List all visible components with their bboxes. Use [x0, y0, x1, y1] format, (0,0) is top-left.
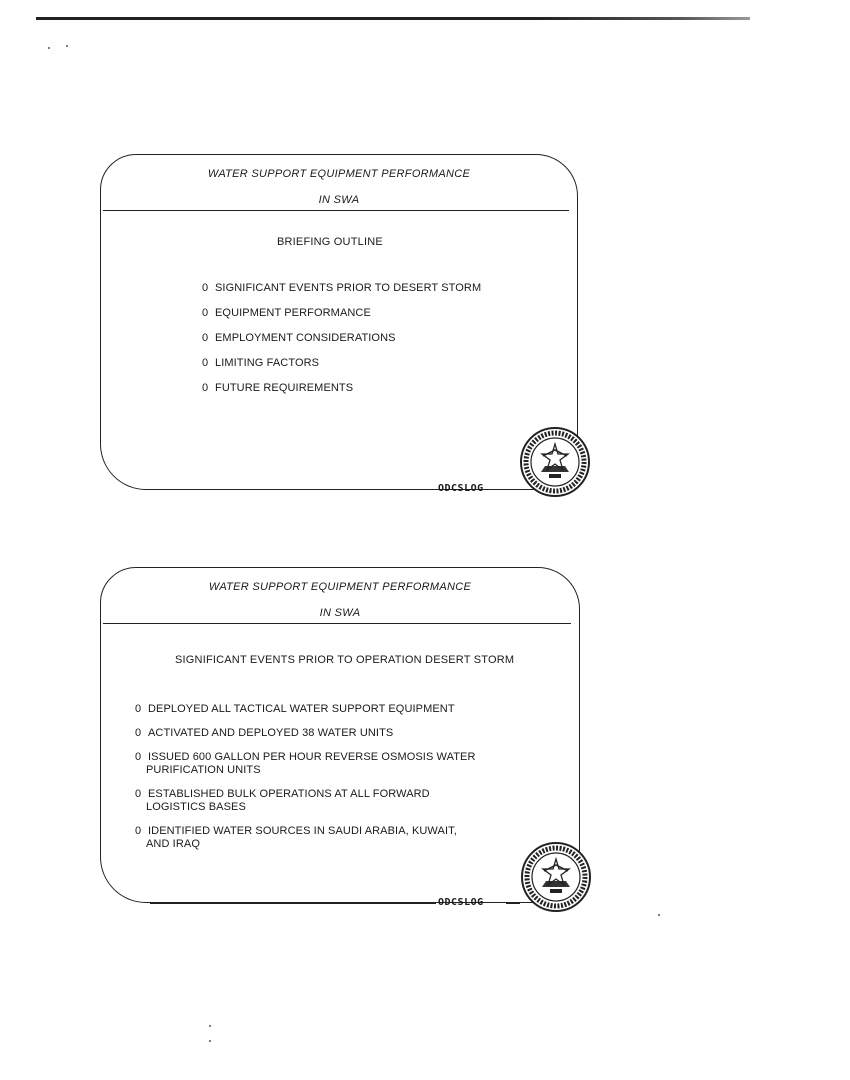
- bullet-text-continued: LOGISTICS BASES: [146, 801, 246, 813]
- bullet-text: EMPLOYMENT CONSIDERATIONS: [215, 332, 396, 344]
- bullet-marker: 0: [202, 357, 209, 369]
- scan-speck: [209, 1040, 211, 1042]
- footer-line: [506, 903, 520, 904]
- scan-speck: [658, 914, 660, 916]
- bullet-text: SIGNIFICANT EVENTS PRIOR TO DESERT STORM: [215, 282, 482, 294]
- scan-speck: [66, 45, 68, 47]
- slide-divider: [103, 623, 571, 624]
- army-seal-icon: [520, 841, 592, 913]
- page-top-rule: [36, 17, 750, 20]
- scan-speck: [209, 1025, 211, 1027]
- list-item: [135, 727, 476, 740]
- slide-heading: BRIEFING OUTLINE: [277, 236, 383, 248]
- slide-title: WATER SUPPORT EQUIPMENT PERFORMANCE: [207, 168, 471, 180]
- bullet-text: EQUIPMENT PERFORMANCE: [215, 307, 371, 319]
- bullet-text: FUTURE REQUIREMENTS: [215, 382, 354, 394]
- list-item: [135, 703, 476, 716]
- bullet-marker: 0: [135, 703, 142, 715]
- footer-tag: ODCSLOG: [438, 483, 484, 494]
- list-item: [135, 751, 476, 777]
- list-item: [202, 382, 481, 395]
- bullet-text: LIMITING FACTORS: [215, 357, 320, 369]
- bullet-text: IDENTIFIED WATER SOURCES IN SAUDI ARABIA, KUWAIT,: [148, 825, 457, 837]
- bullet-text-continued: AND IRAQ: [146, 838, 200, 850]
- list-item: [202, 332, 481, 345]
- bullet-marker: 0: [202, 282, 209, 294]
- bullet-text-continued: PURIFICATION UNITS: [146, 764, 261, 776]
- slide-significant-events: [100, 567, 580, 903]
- bullet-marker: 0: [135, 788, 142, 800]
- slide-heading: SIGNIFICANT EVENTS PRIOR TO OPERATION DESERT STORM: [175, 654, 515, 666]
- bullet-marker: 0: [135, 751, 142, 763]
- bullet-marker: 0: [135, 727, 142, 739]
- bullet-marker: 0: [135, 825, 142, 837]
- footer-line: [506, 489, 520, 490]
- bullet-text: ESTABLISHED BULK OPERATIONS AT ALL FORWARD: [148, 788, 430, 800]
- list-item: [135, 825, 476, 851]
- list-item: [202, 357, 481, 370]
- bullet-list: [202, 282, 481, 407]
- bullet-text: ISSUED 600 GALLON PER HOUR REVERSE OSMOSIS WATER: [148, 751, 476, 763]
- bullet-list: [135, 703, 476, 862]
- list-item: [202, 282, 481, 295]
- footer-tag: ODCSLOG: [438, 897, 484, 908]
- slide-briefing-outline: [100, 154, 578, 490]
- scan-speck: [48, 47, 50, 49]
- slide-divider: [103, 210, 569, 211]
- slide-title: WATER SUPPORT EQUIPMENT PERFORMANCE: [208, 581, 472, 593]
- bullet-marker: 0: [202, 307, 209, 319]
- list-item: [202, 307, 481, 320]
- bullet-text: DEPLOYED ALL TACTICAL WATER SUPPORT EQUIPMENT: [148, 703, 455, 715]
- slide-subtitle: IN SWA: [318, 194, 360, 206]
- bullet-text: ACTIVATED AND DEPLOYED 38 WATER UNITS: [148, 727, 394, 739]
- bullet-marker: 0: [202, 382, 209, 394]
- list-item: [135, 788, 476, 814]
- army-seal-icon: [519, 426, 591, 498]
- slide-subtitle: IN SWA: [319, 607, 361, 619]
- footer-line: [150, 489, 436, 490]
- footer-line: [150, 903, 436, 904]
- bullet-marker: 0: [202, 332, 209, 344]
